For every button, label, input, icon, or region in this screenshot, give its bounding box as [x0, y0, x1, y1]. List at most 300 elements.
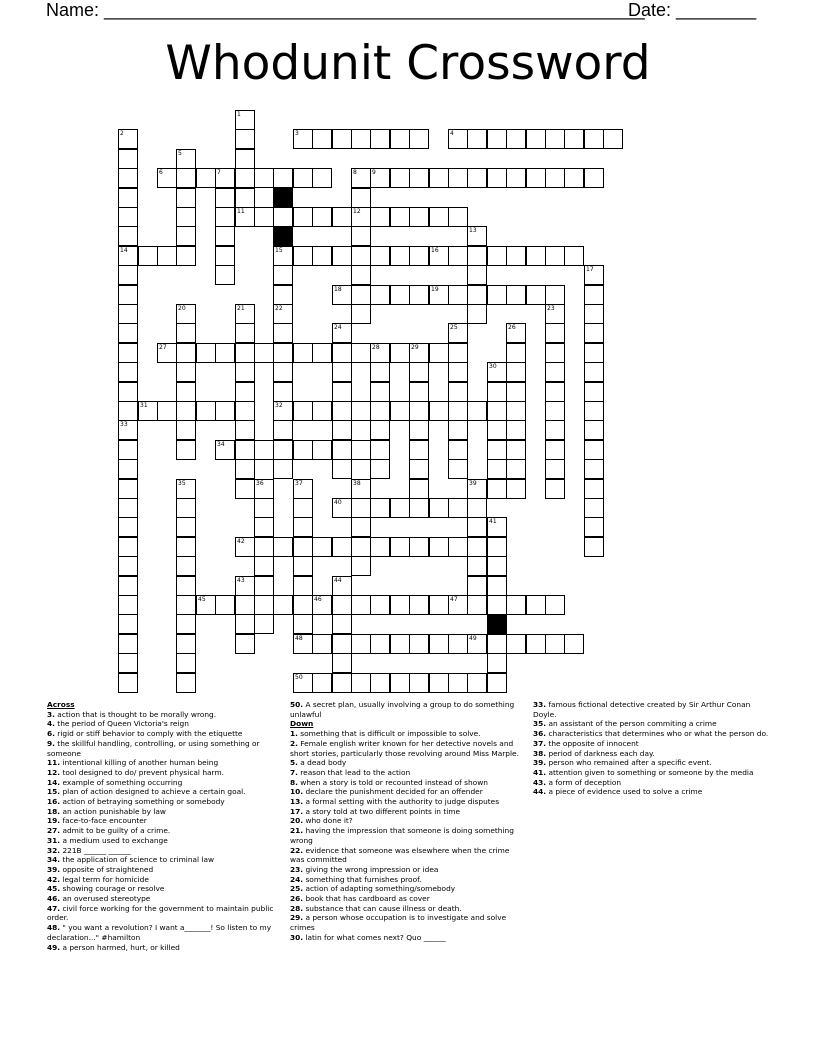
grid-cell[interactable] — [545, 459, 565, 479]
grid-cell[interactable] — [118, 129, 138, 149]
grid-cell[interactable] — [312, 673, 332, 693]
grid-cell[interactable] — [312, 595, 332, 615]
grid-cell[interactable] — [254, 614, 274, 634]
grid-cell[interactable] — [293, 517, 313, 537]
grid-cell[interactable] — [273, 420, 293, 440]
grid-cell[interactable] — [235, 129, 255, 149]
grid-cell[interactable] — [332, 343, 352, 363]
grid-cell[interactable] — [118, 556, 138, 576]
grid-cell[interactable] — [118, 246, 138, 266]
grid-cell[interactable] — [254, 440, 274, 460]
grid-cell[interactable] — [118, 207, 138, 227]
grid-cell[interactable] — [293, 673, 313, 693]
grid-cell[interactable] — [176, 537, 196, 557]
grid-cell[interactable] — [176, 440, 196, 460]
grid-cell[interactable] — [448, 285, 468, 305]
grid-cell[interactable] — [370, 343, 390, 363]
grid-cell[interactable] — [409, 420, 429, 440]
grid-cell[interactable] — [370, 362, 390, 382]
grid-cell[interactable] — [545, 323, 565, 343]
grid-cell[interactable] — [312, 401, 332, 421]
grid-cell[interactable] — [506, 323, 526, 343]
grid-cell[interactable] — [273, 401, 293, 421]
grid-cell[interactable] — [118, 614, 138, 634]
grid-cell[interactable] — [487, 479, 507, 499]
grid-cell[interactable] — [603, 129, 623, 149]
grid-cell[interactable] — [487, 246, 507, 266]
grid-cell[interactable] — [467, 673, 487, 693]
grid-cell[interactable] — [176, 614, 196, 634]
grid-cell[interactable] — [118, 149, 138, 169]
grid-cell[interactable] — [526, 595, 546, 615]
grid-cell[interactable] — [118, 226, 138, 246]
grid-cell[interactable] — [584, 304, 604, 324]
grid-cell[interactable] — [448, 362, 468, 382]
grid-cell[interactable] — [351, 440, 371, 460]
grid-cell[interactable] — [351, 556, 371, 576]
grid-cell[interactable] — [409, 401, 429, 421]
grid-cell[interactable] — [584, 323, 604, 343]
grid-cell[interactable] — [176, 420, 196, 440]
grid-cell[interactable] — [487, 401, 507, 421]
grid-cell[interactable] — [584, 440, 604, 460]
grid-cell[interactable] — [487, 129, 507, 149]
grid-cell[interactable] — [138, 401, 158, 421]
grid-cell[interactable] — [448, 537, 468, 557]
grid-cell[interactable] — [176, 149, 196, 169]
grid-cell[interactable] — [273, 537, 293, 557]
grid-cell[interactable] — [506, 382, 526, 402]
grid-cell[interactable] — [235, 440, 255, 460]
grid-cell[interactable] — [448, 129, 468, 149]
grid-cell[interactable] — [487, 673, 507, 693]
grid-cell[interactable] — [254, 595, 274, 615]
grid-cell[interactable] — [370, 129, 390, 149]
grid-cell[interactable] — [526, 246, 546, 266]
grid-cell[interactable] — [545, 304, 565, 324]
grid-cell[interactable] — [118, 285, 138, 305]
grid-cell[interactable] — [351, 401, 371, 421]
grid-cell[interactable] — [235, 537, 255, 557]
grid-cell[interactable] — [293, 129, 313, 149]
grid-cell[interactable] — [293, 343, 313, 363]
grid-cell[interactable] — [370, 673, 390, 693]
grid-cell[interactable] — [235, 207, 255, 227]
grid-cell[interactable] — [409, 459, 429, 479]
grid-cell[interactable] — [176, 207, 196, 227]
grid-cell[interactable] — [273, 246, 293, 266]
grid-cell[interactable] — [390, 285, 410, 305]
grid-cell[interactable] — [429, 673, 449, 693]
grid-cell[interactable] — [235, 168, 255, 188]
grid-cell[interactable] — [584, 265, 604, 285]
grid-cell[interactable] — [584, 129, 604, 149]
grid-cell[interactable] — [409, 246, 429, 266]
grid-cell[interactable] — [545, 401, 565, 421]
grid-cell[interactable] — [429, 168, 449, 188]
date-field-label[interactable]: Date: ________ — [628, 0, 757, 20]
grid-cell[interactable] — [429, 207, 449, 227]
grid-cell[interactable] — [429, 537, 449, 557]
grid-cell[interactable] — [176, 556, 196, 576]
grid-cell[interactable] — [506, 459, 526, 479]
grid-cell[interactable] — [390, 673, 410, 693]
grid-cell[interactable] — [370, 459, 390, 479]
grid-cell[interactable] — [254, 498, 274, 518]
grid-cell[interactable] — [409, 362, 429, 382]
grid-cell[interactable] — [312, 246, 332, 266]
grid-cell[interactable] — [351, 498, 371, 518]
grid-cell[interactable] — [584, 498, 604, 518]
grid-cell[interactable] — [487, 420, 507, 440]
grid-cell[interactable] — [584, 401, 604, 421]
grid-cell[interactable] — [467, 498, 487, 518]
grid-cell[interactable] — [506, 362, 526, 382]
grid-cell[interactable] — [506, 285, 526, 305]
grid-cell[interactable] — [487, 653, 507, 673]
grid-cell[interactable] — [545, 440, 565, 460]
grid-cell[interactable] — [332, 595, 352, 615]
grid-cell[interactable] — [235, 188, 255, 208]
grid-cell[interactable] — [448, 459, 468, 479]
grid-cell[interactable] — [215, 401, 235, 421]
grid-cell[interactable] — [390, 498, 410, 518]
grid-cell[interactable] — [118, 479, 138, 499]
grid-cell[interactable] — [545, 285, 565, 305]
grid-cell[interactable] — [157, 168, 177, 188]
grid-cell[interactable] — [254, 556, 274, 576]
grid-cell[interactable] — [351, 265, 371, 285]
grid-cell[interactable] — [370, 246, 390, 266]
grid-cell[interactable] — [118, 304, 138, 324]
grid-cell[interactable] — [176, 226, 196, 246]
grid-cell[interactable] — [273, 595, 293, 615]
grid-cell[interactable] — [138, 246, 158, 266]
grid-cell[interactable] — [254, 537, 274, 557]
grid-cell[interactable] — [332, 614, 352, 634]
grid-cell[interactable] — [584, 479, 604, 499]
grid-cell[interactable] — [235, 304, 255, 324]
grid-cell[interactable] — [487, 168, 507, 188]
grid-cell[interactable] — [448, 401, 468, 421]
grid-cell[interactable] — [390, 537, 410, 557]
grid-cell[interactable] — [215, 440, 235, 460]
grid-cell[interactable] — [332, 362, 352, 382]
grid-cell[interactable] — [390, 207, 410, 227]
grid-cell[interactable] — [351, 537, 371, 557]
grid-cell[interactable] — [332, 576, 352, 596]
grid-cell[interactable] — [584, 362, 604, 382]
grid-cell[interactable] — [370, 382, 390, 402]
grid-cell[interactable] — [332, 420, 352, 440]
grid-cell[interactable] — [390, 246, 410, 266]
grid-cell[interactable] — [332, 129, 352, 149]
grid-cell[interactable] — [409, 285, 429, 305]
grid-cell[interactable] — [467, 304, 487, 324]
grid-cell[interactable] — [370, 401, 390, 421]
grid-cell[interactable] — [118, 401, 138, 421]
grid-cell[interactable] — [584, 459, 604, 479]
grid-cell[interactable] — [370, 168, 390, 188]
grid-cell[interactable] — [545, 246, 565, 266]
grid-cell[interactable] — [215, 207, 235, 227]
grid-cell[interactable] — [351, 673, 371, 693]
grid-cell[interactable] — [332, 653, 352, 673]
grid-cell[interactable] — [312, 168, 332, 188]
grid-cell[interactable] — [409, 537, 429, 557]
grid-cell[interactable] — [467, 556, 487, 576]
grid-cell[interactable] — [351, 304, 371, 324]
grid-cell[interactable] — [332, 634, 352, 654]
grid-cell[interactable] — [370, 595, 390, 615]
grid-cell[interactable] — [487, 634, 507, 654]
grid-cell[interactable] — [351, 479, 371, 499]
grid-cell[interactable] — [584, 343, 604, 363]
grid-cell[interactable] — [409, 207, 429, 227]
grid-cell[interactable] — [235, 323, 255, 343]
grid-cell[interactable] — [332, 498, 352, 518]
grid-cell[interactable] — [235, 110, 255, 130]
grid-cell[interactable] — [409, 343, 429, 363]
grid-cell[interactable] — [215, 595, 235, 615]
grid-cell[interactable] — [467, 265, 487, 285]
grid-cell[interactable] — [487, 362, 507, 382]
grid-cell[interactable] — [467, 537, 487, 557]
grid-cell[interactable] — [157, 246, 177, 266]
grid-cell[interactable] — [176, 168, 196, 188]
grid-cell[interactable] — [293, 634, 313, 654]
grid-cell[interactable] — [409, 634, 429, 654]
grid-cell[interactable] — [351, 207, 371, 227]
grid-cell[interactable] — [215, 265, 235, 285]
grid-cell[interactable] — [176, 653, 196, 673]
grid-cell[interactable] — [506, 440, 526, 460]
grid-cell[interactable] — [235, 420, 255, 440]
grid-cell[interactable] — [118, 323, 138, 343]
grid-cell[interactable] — [293, 556, 313, 576]
grid-cell[interactable] — [429, 285, 449, 305]
grid-cell[interactable] — [293, 537, 313, 557]
grid-cell[interactable] — [448, 498, 468, 518]
grid-cell[interactable] — [370, 420, 390, 440]
grid-cell[interactable] — [312, 634, 332, 654]
grid-cell[interactable] — [409, 382, 429, 402]
grid-cell[interactable] — [390, 343, 410, 363]
grid-cell[interactable] — [467, 401, 487, 421]
grid-cell[interactable] — [176, 401, 196, 421]
grid-cell[interactable] — [176, 673, 196, 693]
grid-cell[interactable] — [429, 595, 449, 615]
grid-cell[interactable] — [196, 343, 216, 363]
grid-cell[interactable] — [409, 479, 429, 499]
grid-cell[interactable] — [293, 246, 313, 266]
grid-cell[interactable] — [273, 382, 293, 402]
grid-cell[interactable] — [467, 226, 487, 246]
grid-cell[interactable] — [564, 168, 584, 188]
grid-cell[interactable] — [176, 498, 196, 518]
grid-cell[interactable] — [118, 673, 138, 693]
grid-cell[interactable] — [506, 343, 526, 363]
grid-cell[interactable] — [506, 634, 526, 654]
grid-cell[interactable] — [235, 634, 255, 654]
grid-cell[interactable] — [273, 323, 293, 343]
grid-cell[interactable] — [332, 440, 352, 460]
grid-cell[interactable] — [118, 498, 138, 518]
grid-cell[interactable] — [254, 576, 274, 596]
grid-cell[interactable] — [526, 168, 546, 188]
grid-cell[interactable] — [487, 556, 507, 576]
grid-cell[interactable] — [176, 479, 196, 499]
grid-cell[interactable] — [351, 595, 371, 615]
grid-cell[interactable] — [448, 168, 468, 188]
grid-cell[interactable] — [118, 440, 138, 460]
grid-cell[interactable] — [564, 246, 584, 266]
grid-cell[interactable] — [467, 129, 487, 149]
grid-cell[interactable] — [254, 517, 274, 537]
grid-cell[interactable] — [332, 323, 352, 343]
grid-cell[interactable] — [235, 149, 255, 169]
grid-cell[interactable] — [254, 207, 274, 227]
grid-cell[interactable] — [332, 285, 352, 305]
grid-cell[interactable] — [157, 401, 177, 421]
grid-cell[interactable] — [448, 440, 468, 460]
grid-cell[interactable] — [293, 440, 313, 460]
grid-cell[interactable] — [448, 595, 468, 615]
grid-cell[interactable] — [545, 343, 565, 363]
grid-cell[interactable] — [332, 207, 352, 227]
grid-cell[interactable] — [332, 537, 352, 557]
grid-cell[interactable] — [235, 382, 255, 402]
grid-cell[interactable] — [409, 440, 429, 460]
grid-cell[interactable] — [351, 129, 371, 149]
grid-cell[interactable] — [467, 168, 487, 188]
grid-cell[interactable] — [467, 517, 487, 537]
grid-cell[interactable] — [390, 168, 410, 188]
grid-cell[interactable] — [196, 401, 216, 421]
grid-cell[interactable] — [312, 343, 332, 363]
grid-cell[interactable] — [390, 634, 410, 654]
grid-cell[interactable] — [370, 285, 390, 305]
grid-cell[interactable] — [351, 343, 371, 363]
grid-cell[interactable] — [118, 634, 138, 654]
grid-cell[interactable] — [332, 459, 352, 479]
grid-cell[interactable] — [332, 246, 352, 266]
grid-cell[interactable] — [118, 420, 138, 440]
grid-cell[interactable] — [448, 343, 468, 363]
grid-cell[interactable] — [235, 576, 255, 596]
grid-cell[interactable] — [487, 517, 507, 537]
grid-cell[interactable] — [409, 129, 429, 149]
grid-cell[interactable] — [118, 168, 138, 188]
grid-cell[interactable] — [273, 362, 293, 382]
grid-cell[interactable] — [506, 246, 526, 266]
grid-cell[interactable] — [293, 614, 313, 634]
grid-cell[interactable] — [564, 634, 584, 654]
grid-cell[interactable] — [293, 479, 313, 499]
grid-cell[interactable] — [273, 285, 293, 305]
grid-cell[interactable] — [467, 479, 487, 499]
grid-cell[interactable] — [545, 420, 565, 440]
grid-cell[interactable] — [157, 343, 177, 363]
grid-cell[interactable] — [370, 207, 390, 227]
grid-cell[interactable] — [118, 595, 138, 615]
grid-cell[interactable] — [254, 168, 274, 188]
grid-cell[interactable] — [293, 595, 313, 615]
grid-cell[interactable] — [487, 285, 507, 305]
grid-cell[interactable] — [584, 517, 604, 537]
grid-cell[interactable] — [487, 382, 507, 402]
grid-cell[interactable] — [215, 226, 235, 246]
grid-cell[interactable] — [351, 246, 371, 266]
grid-cell[interactable] — [370, 537, 390, 557]
grid-cell[interactable] — [584, 168, 604, 188]
grid-cell[interactable] — [215, 188, 235, 208]
grid-cell[interactable] — [506, 479, 526, 499]
grid-cell[interactable] — [467, 595, 487, 615]
grid-cell[interactable] — [506, 401, 526, 421]
grid-cell[interactable] — [118, 343, 138, 363]
grid-cell[interactable] — [118, 362, 138, 382]
grid-cell[interactable] — [273, 440, 293, 460]
grid-cell[interactable] — [545, 129, 565, 149]
grid-cell[interactable] — [545, 362, 565, 382]
grid-cell[interactable] — [390, 129, 410, 149]
grid-cell[interactable] — [545, 168, 565, 188]
grid-cell[interactable] — [487, 440, 507, 460]
grid-cell[interactable] — [487, 595, 507, 615]
grid-cell[interactable] — [235, 401, 255, 421]
grid-cell[interactable] — [351, 226, 371, 246]
grid-cell[interactable] — [235, 595, 255, 615]
grid-cell[interactable] — [118, 576, 138, 596]
grid-cell[interactable] — [293, 168, 313, 188]
grid-cell[interactable] — [467, 285, 487, 305]
grid-cell[interactable] — [176, 517, 196, 537]
grid-cell[interactable] — [370, 634, 390, 654]
grid-cell[interactable] — [448, 207, 468, 227]
grid-cell[interactable] — [409, 168, 429, 188]
grid-cell[interactable] — [312, 537, 332, 557]
grid-cell[interactable] — [118, 517, 138, 537]
grid-cell[interactable] — [526, 634, 546, 654]
grid-cell[interactable] — [176, 188, 196, 208]
grid-cell[interactable] — [506, 168, 526, 188]
grid-cell[interactable] — [235, 614, 255, 634]
grid-cell[interactable] — [235, 362, 255, 382]
grid-cell[interactable] — [351, 285, 371, 305]
grid-cell[interactable] — [332, 382, 352, 402]
grid-cell[interactable] — [429, 343, 449, 363]
grid-cell[interactable] — [273, 304, 293, 324]
grid-cell[interactable] — [545, 595, 565, 615]
grid-cell[interactable] — [487, 576, 507, 596]
grid-cell[interactable] — [118, 188, 138, 208]
grid-cell[interactable] — [176, 323, 196, 343]
grid-cell[interactable] — [273, 343, 293, 363]
grid-cell[interactable] — [196, 595, 216, 615]
grid-cell[interactable] — [351, 188, 371, 208]
grid-cell[interactable] — [409, 498, 429, 518]
grid-cell[interactable] — [506, 129, 526, 149]
grid-cell[interactable] — [545, 634, 565, 654]
grid-cell[interactable] — [390, 595, 410, 615]
grid-cell[interactable] — [351, 634, 371, 654]
grid-cell[interactable] — [545, 479, 565, 499]
grid-cell[interactable] — [118, 653, 138, 673]
grid-cell[interactable] — [254, 343, 274, 363]
grid-cell[interactable] — [467, 576, 487, 596]
grid-cell[interactable] — [176, 246, 196, 266]
